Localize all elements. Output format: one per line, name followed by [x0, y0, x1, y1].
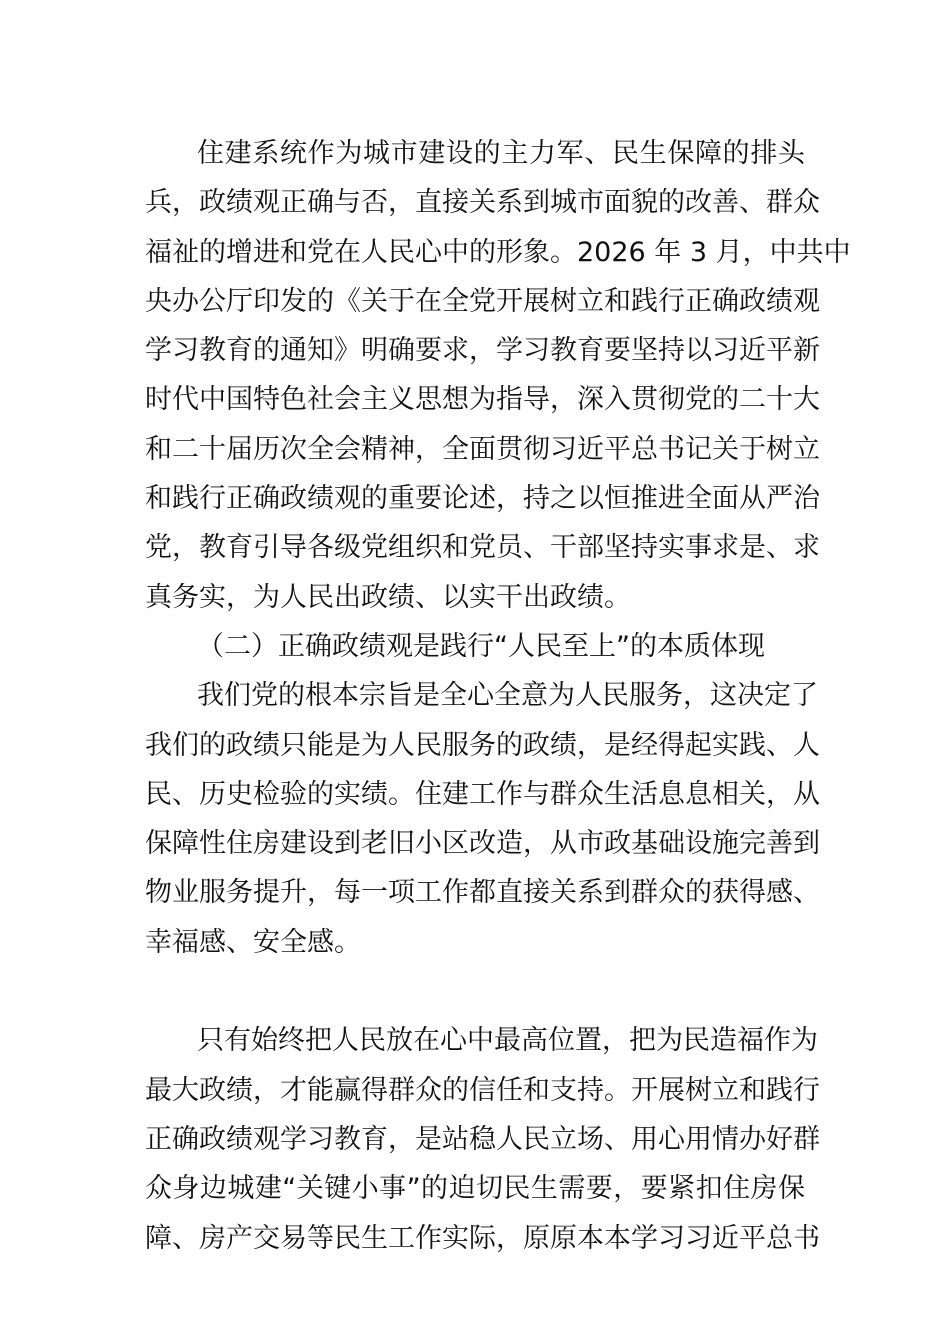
paragraph-2-line-2: 我们的政绩只能是为人民服务的政绩，是经得起实践、人	[145, 729, 820, 761]
section-heading: （二）正确政绩观是践行“人民至上”的本质体现	[197, 630, 765, 662]
paragraph-1-line-2: 兵，政绩观正确与否，直接关系到城市面貌的改善、群众	[145, 187, 820, 219]
paragraph-1-line-7: 和二十届历次全会精神，全面贯彻习近平总书记关于树立	[145, 433, 820, 465]
paragraph-3-line-4: 众身边城建“关键小事”的迫切民生需要，要紧扣住房保	[145, 1173, 805, 1205]
paragraph-1-line-6: 时代中国特色社会主义思想为指导，深入贯彻党的二十大	[145, 384, 820, 416]
paragraph-1-line-1: 住建系统作为城市建设的主力军、民生保障的排头	[197, 138, 805, 169]
document-body	[145, 129, 851, 1263]
paragraph-2-line-3: 民、历史检验的实绩。住建工作与群众生活息息相关，从	[145, 778, 820, 810]
paragraph-2-line-5: 物业服务提升，每一项工作都直接关系到群众的获得感、	[145, 877, 820, 909]
paragraph-1-line-10: 真务实，为人民出政绩、以实干出政绩。	[145, 581, 631, 613]
paragraph-3-line-5: 障、房产交易等民生工作实际，原原本本学习习近平总书	[145, 1222, 820, 1254]
paragraph-1-line-4: 央办公厅印发的《关于在全党开展树立和践行正确政绩观	[145, 285, 820, 317]
blank-line	[145, 967, 805, 1016]
paragraph-1-line-9: 党，教育引导各级党组织和党员、干部坚持实事求是、求	[145, 532, 820, 564]
paragraph-1-line-5: 学习教育的通知》明确要求，学习教育要坚持以习近平新	[145, 335, 820, 367]
paragraph-3-line-2: 最大政绩，才能赢得群众的信任和支持。开展树立和践行	[145, 1074, 820, 1106]
paragraph-1-line-8: 和践行正确政绩观的重要论述，持之以恒推进全面从严治	[145, 483, 820, 515]
paragraph-2-line-6: 幸福感、安全感。	[145, 926, 361, 958]
paragraph-3-line-1: 只有始终把人民放在心中最高位置，把为民造福作为	[197, 1025, 818, 1057]
paragraph-2-line-1: 我们党的根本宗旨是全心全意为人民服务，这决定了	[197, 680, 818, 712]
paragraph-2-line-4: 保障性住房建设到老旧小区改造，从市政基础设施完善到	[145, 828, 820, 860]
paragraph-1-line-3: 福祉的增进和党在人民心中的形象。2026 年 3 月，中共中	[145, 236, 851, 268]
paragraph-3-line-3: 正确政绩观学习教育，是站稳人民立场、用心用情办好群	[145, 1123, 820, 1155]
